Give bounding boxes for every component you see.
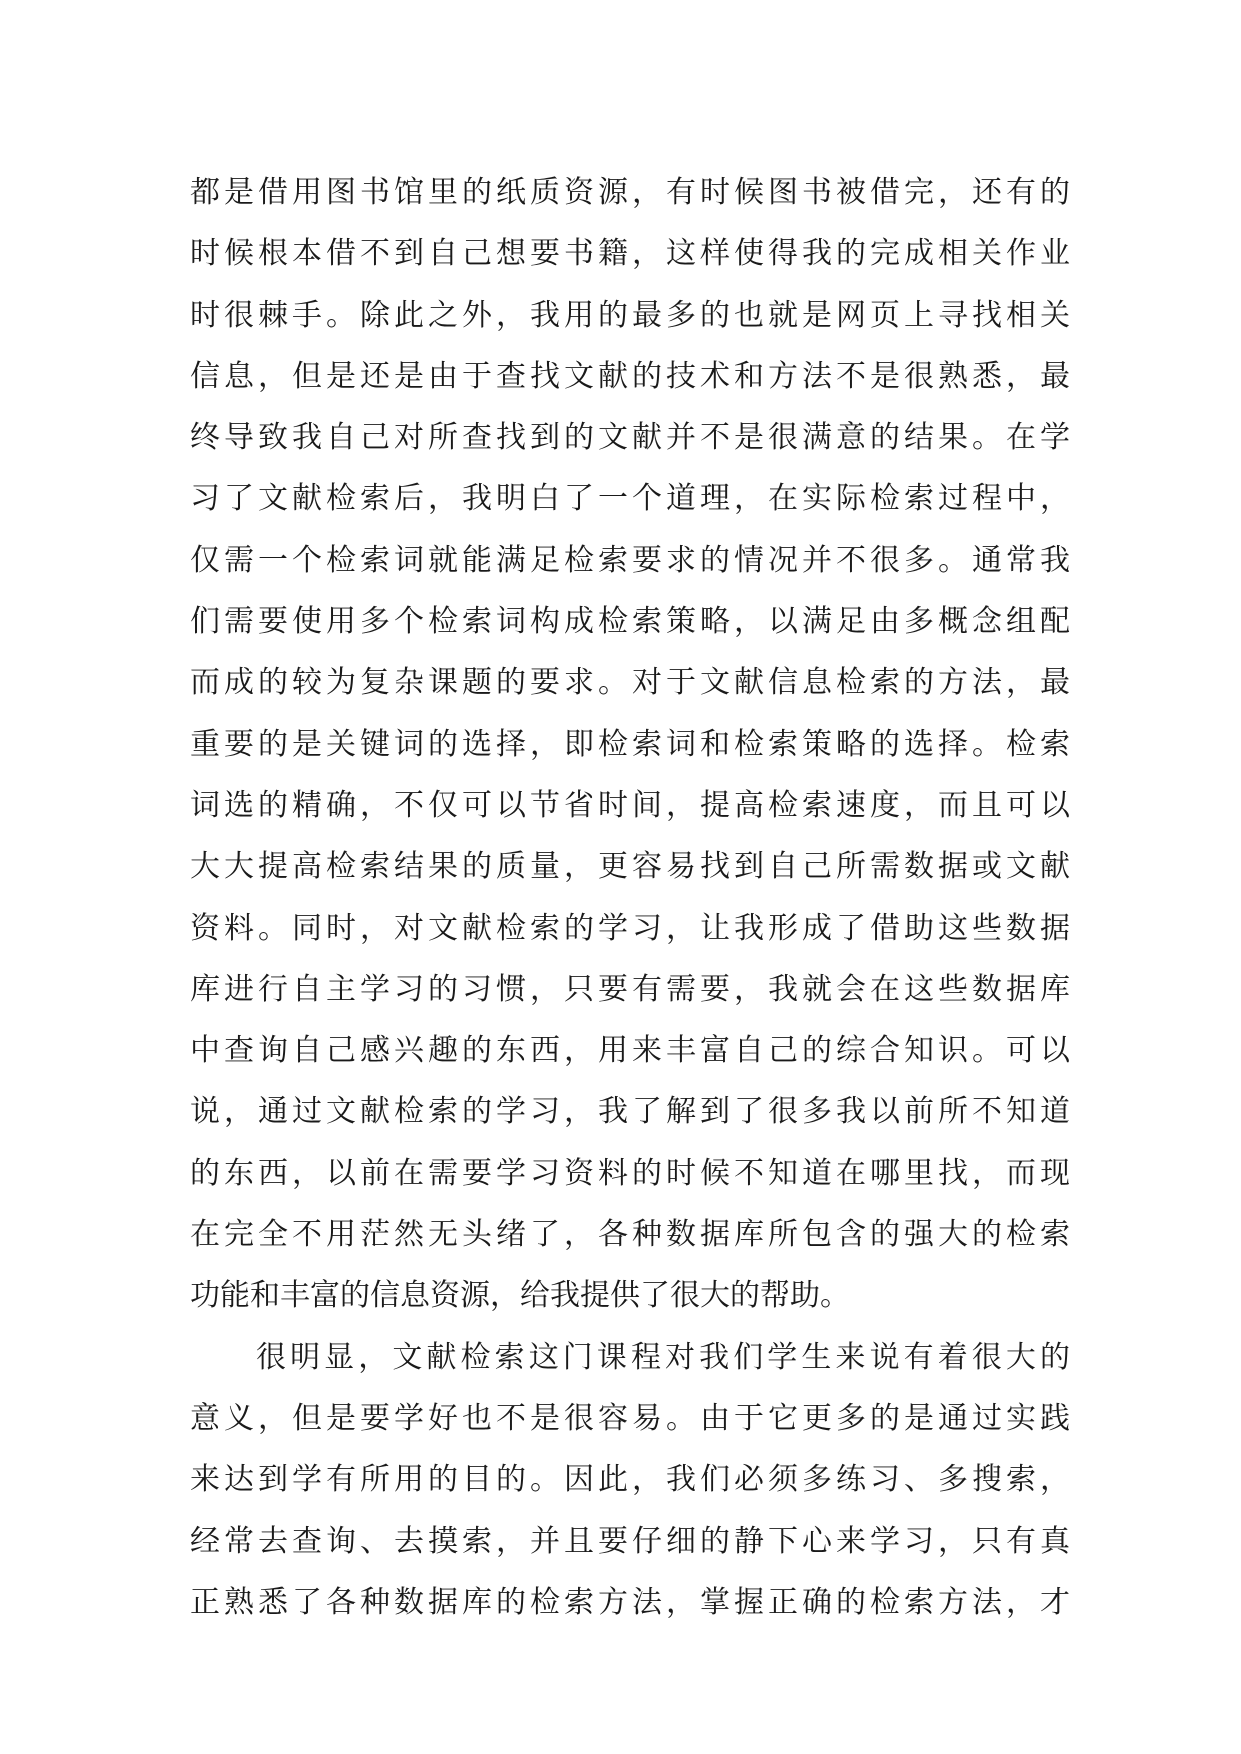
text-line: 们需要使用多个检索词构成检索策略，以满足由多概念组配 <box>190 604 1070 640</box>
text-line: 终导致我自己对所查找到的文献并不是很满意的结果。在学 <box>190 420 1070 456</box>
text-line: 仅需一个检索词就能满足检索要求的情况并不很多。通常我 <box>190 542 1070 578</box>
text-line: 而成的较为复杂课题的要求。对于文献信息检索的方法，最 <box>190 665 1070 701</box>
text-line: 时很棘手。除此之外，我用的最多的也就是网页上寻找相关 <box>190 297 1070 333</box>
paragraph-start-line: 很明显，文献检索这门课程对我们学生来说有着很大的 <box>256 1339 1070 1375</box>
text-line: 正熟悉了各种数据库的检索方法，掌握正确的检索方法，才 <box>190 1584 1070 1620</box>
text-line: 经常去查询、去摸索，并且要仔细的静下心来学习，只有真 <box>190 1523 1070 1559</box>
text-line: 词选的精确，不仅可以节省时间，提高检索速度，而且可以 <box>190 787 1070 823</box>
text-line: 的东西，以前在需要学习资料的时候不知道在哪里找，而现 <box>190 1155 1070 1191</box>
text-line: 来达到学有所用的目的。因此，我们必须多练习、多搜索， <box>190 1462 1070 1498</box>
text-line: 大大提高检索结果的质量，更容易找到自己所需数据或文献 <box>190 849 1070 885</box>
text-line: 说，通过文献检索的学习，我了解到了很多我以前所不知道 <box>190 1094 1070 1130</box>
text-line: 信息，但是还是由于查找文献的技术和方法不是很熟悉，最 <box>190 358 1070 394</box>
text-line: 重要的是关键词的选择，即检索词和检索策略的选择。检索 <box>190 726 1070 762</box>
text-line: 中查询自己感兴趣的东西，用来丰富自己的综合知识。可以 <box>190 1033 1070 1069</box>
paragraph-end-line: 功能和丰富的信息资源，给我提供了很大的帮助。 <box>190 1278 850 1314</box>
text-line: 意义，但是要学好也不是很容易。由于它更多的是通过实践 <box>190 1400 1070 1436</box>
text-line: 库进行自主学习的习惯，只要有需要，我就会在这些数据库 <box>190 971 1070 1007</box>
text-line: 资料。同时，对文献检索的学习，让我形成了借助这些数据 <box>190 910 1070 946</box>
text-line: 在完全不用茫然无头绪了，各种数据库所包含的强大的检索 <box>190 1217 1070 1253</box>
text-line: 时候根本借不到自己想要书籍，这样使得我的完成相关作业 <box>190 236 1070 272</box>
text-line: 习了文献检索后，我明白了一个道理，在实际检索过程中， <box>190 481 1070 517</box>
body-text <box>190 162 1070 1633</box>
text-line: 都是借用图书馆里的纸质资源，有时候图书被借完，还有的 <box>190 175 1070 210</box>
